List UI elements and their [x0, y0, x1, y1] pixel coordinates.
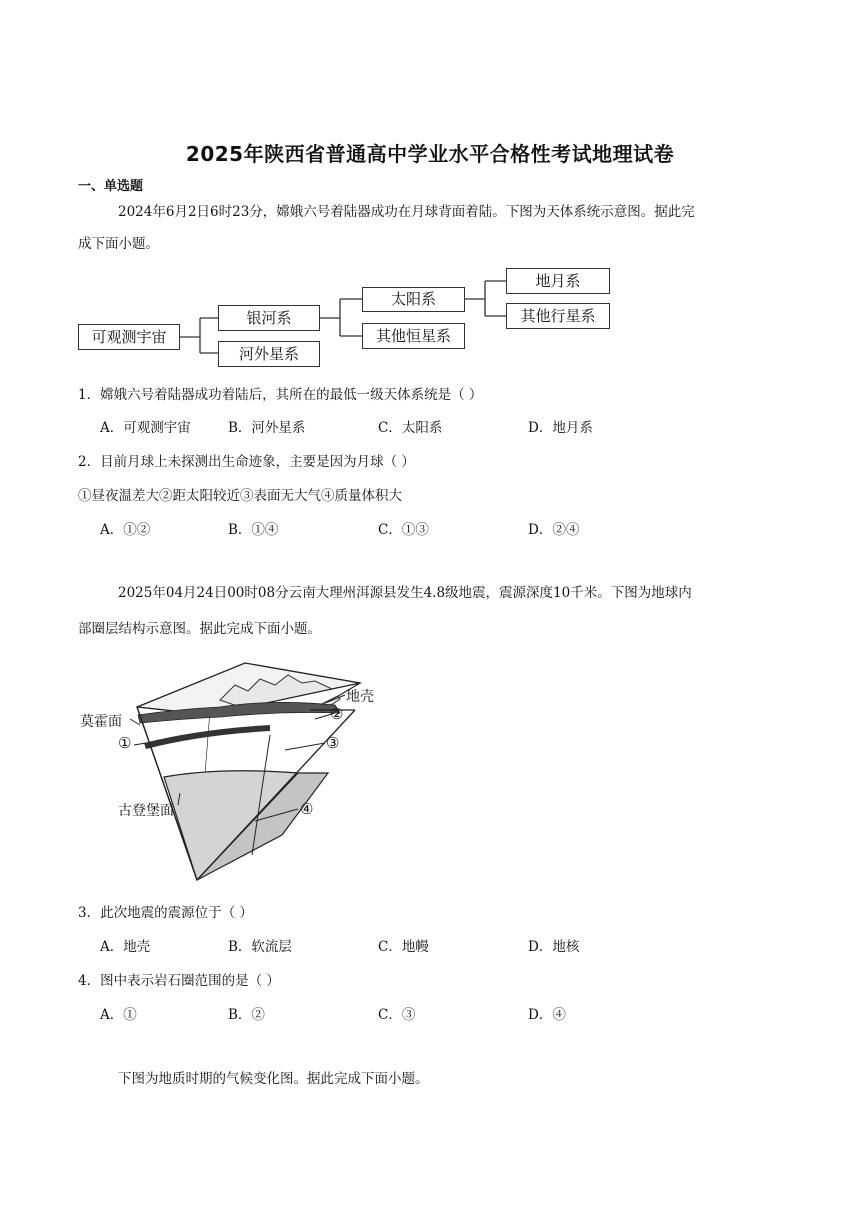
question-3-option-b: B．软流层: [228, 939, 292, 955]
label-3: ③: [326, 734, 340, 752]
label-1: ①: [118, 734, 132, 752]
box-observable-universe: 可观测宇宙: [78, 324, 180, 350]
question-2-option-d: D．②④: [528, 522, 580, 538]
label-2: ②: [330, 705, 344, 723]
question-2-statements: ①昼夜温差大②距太阳较近③表面无大气④质量体积大: [78, 488, 402, 504]
intro-1-line-1: 2024年6月2日6时23分，嫦娥六号着陆器成功在月球背面着陆。下图为天体系统示意图。据此完: [118, 204, 695, 220]
question-4-option-d: D．④: [528, 1007, 566, 1023]
question-2-option-a: A．①②: [100, 522, 151, 538]
question-4-option-b: B．②: [228, 1007, 265, 1023]
question-2-stem: 2．目前月球上未探测出生命迹象，主要是因为月球（ ）: [78, 454, 415, 470]
question-3-option-a: A．地壳: [100, 939, 151, 955]
label-crust: 地壳: [346, 689, 374, 705]
box-solar-system: 太阳系: [362, 287, 465, 312]
question-4-option-a: A．①: [100, 1007, 137, 1023]
question-2-option-b: B．①④: [228, 522, 279, 538]
box-milky-way: 银河系: [218, 305, 320, 331]
label-moho: 莫霍面: [80, 714, 122, 730]
question-1-option-c: C．太阳系: [378, 420, 443, 436]
page-title: 2025年陕西省普通高中学业水平合格性考试地理试卷: [185, 142, 675, 166]
intro-3: 下图为地质时期的气候变化图。据此完成下面小题。: [118, 1071, 429, 1087]
intro-2-line-2: 部圈层结构示意图。据此完成下面小题。: [78, 621, 321, 637]
box-other-planetary-systems: 其他行星系: [506, 303, 610, 329]
question-1-option-d: D．地月系: [528, 420, 593, 436]
label-4: ④: [300, 800, 314, 818]
section-heading: 一、单选题: [78, 179, 144, 194]
question-2-option-c: C．①③: [378, 522, 429, 538]
question-3-option-c: C．地幔: [378, 939, 429, 955]
intro-1-line-2: 成下面小题。: [78, 236, 159, 252]
question-4-option-c: C．③: [378, 1007, 416, 1023]
box-other-star-systems: 其他恒星系: [362, 323, 465, 349]
intro-2-line-1: 2025年04月24日00时08分云南大理州洱源县发生4.8级地震，震源深度10千米。下图为地球内: [118, 585, 692, 601]
question-1-stem: 1．嫦娥六号着陆器成功着陆后，其所在的最低一级天体系统是（ ）: [78, 387, 483, 403]
question-3-stem: 3．此次地震的震源位于（ ）: [78, 905, 253, 921]
label-gutenberg: 古登堡面: [118, 803, 174, 819]
earth-interior-diagram: [70, 655, 390, 890]
box-extragalactic: 河外星系: [218, 341, 320, 367]
question-1-option-b: B．河外星系: [228, 420, 306, 436]
question-3-option-d: D．地核: [528, 939, 580, 955]
box-earth-moon-system: 地月系: [506, 268, 610, 294]
question-4-stem: 4．图中表示岩石圈范围的是（ ）: [78, 973, 280, 989]
question-1-option-a: A．可观测宇宙: [100, 420, 191, 436]
